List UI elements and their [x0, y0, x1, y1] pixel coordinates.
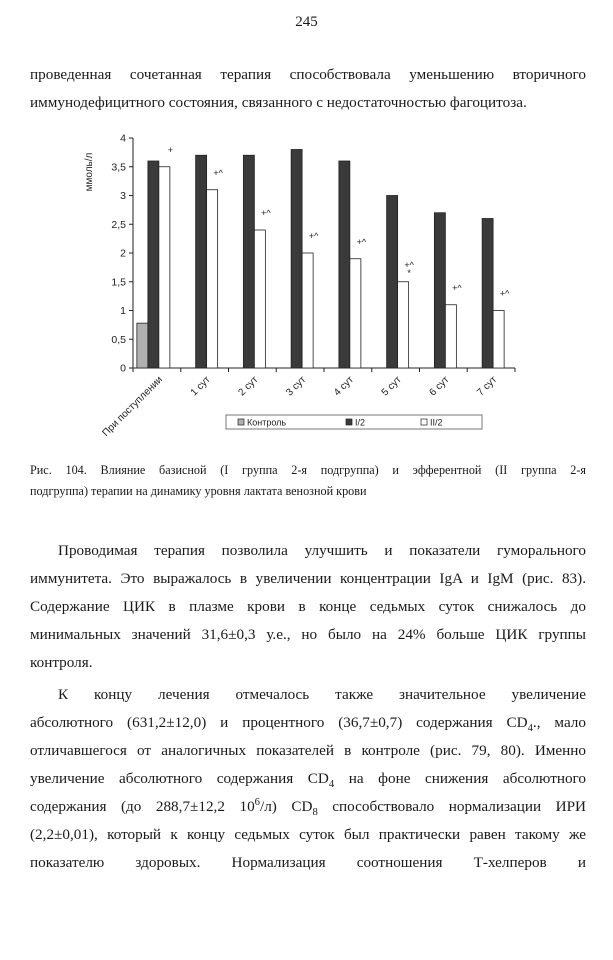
significance-annotation: + [167, 144, 174, 155]
humoral-line: минимальных значений 31,6±0,3 у.е., но было на 24% больше ЦИК группы [30, 626, 586, 643]
significance-annotation: +^ [356, 236, 367, 247]
cd4-line: показателю здоровых. Нормализация соотношения Т-хелперов и [30, 854, 586, 871]
y-tick-label: 1 [120, 305, 126, 317]
bar-II/2 [159, 167, 170, 368]
lactate-bar-chart [70, 126, 530, 436]
x-tick-label: 2 сут [236, 374, 261, 399]
significance-annotation: +^ [308, 231, 319, 241]
y-tick-label: 4 [120, 132, 126, 145]
cd4-line: К концу лечения отмечалось также значительное увеличение [58, 686, 586, 703]
y-tick-label: 2 [120, 247, 126, 260]
bar-II/2 [254, 230, 265, 368]
significance-annotation: +^ [261, 208, 271, 218]
y-tick-label: 1,5 [111, 276, 126, 289]
page-number: 245 [295, 14, 318, 30]
intro-paragraph [30, 61, 586, 117]
bar-I/2 [482, 219, 493, 369]
bar-II/2 [493, 311, 504, 369]
bar-II/2 [207, 190, 218, 368]
subscript: 4 [328, 779, 335, 791]
legend-swatch [346, 419, 352, 425]
figure-caption [30, 460, 586, 502]
cd4-paragraph [30, 681, 586, 877]
y-axis-label: ммоль/л [84, 152, 95, 192]
x-tick-label: 4 сут [332, 374, 356, 399]
x-tick-label: 5 сут [379, 374, 404, 399]
significance-annotation: +^ [213, 167, 223, 178]
text-run: на фоне снижения абсолютного [334, 770, 586, 787]
subscript: 8 [312, 807, 318, 819]
significance-annotation: +^ [499, 288, 510, 299]
bar-II/2 [445, 305, 456, 368]
text-run: /л) CD [259, 798, 313, 815]
y-tick-label: 2,5 [111, 218, 126, 231]
text-run: ., мало [532, 714, 586, 731]
humoral-paragraph [30, 537, 586, 677]
legend-label: Контроль [247, 417, 287, 428]
humoral-line: иммунитета. Это выражалось в увеличении концентрации IgA и IgM (рис. 83). [30, 570, 586, 587]
humoral-line: Проводимая терапия позволила улучшить и показатели гуморального [58, 542, 586, 559]
cd4-line [30, 793, 586, 821]
lactate-chart [70, 126, 530, 441]
bar-I/2 [148, 161, 159, 368]
y-tick-label: 0 [120, 362, 126, 375]
text-run: абсолютного (631,2±12,0) и процентного (36,7±0,7) содержания CD [30, 714, 528, 731]
legend-label: II/2 [430, 417, 443, 428]
bar-I/2 [434, 213, 445, 368]
bar-I/2 [339, 161, 350, 368]
legend-swatch [238, 419, 244, 425]
significance-annotation: +^ [452, 282, 462, 293]
y-tick-label: 0,5 [111, 333, 126, 346]
significance-annotation: +^ [404, 259, 414, 270]
y-tick-label: 3 [120, 190, 126, 202]
subscript: 4 [527, 723, 533, 735]
caption-line: Рис. 104. Влияние базисной (I группа 2-я подгруппа) и эфферентной (II группа 2-я [30, 463, 586, 477]
x-tick-label: 1 сут [188, 374, 213, 399]
bar-II/2 [398, 282, 409, 368]
bar-I/2 [291, 150, 302, 369]
legend-swatch [421, 419, 427, 425]
cd4-line [30, 709, 586, 737]
bar-Контроль [137, 323, 148, 368]
text-run: содержания (до 288,7±12,2 10 [30, 798, 255, 815]
legend-label: I/2 [355, 417, 366, 428]
x-tick-label: 7 сут [475, 374, 500, 399]
bar-I/2 [196, 155, 207, 368]
bar-II/2 [302, 253, 313, 368]
x-tick-label: 3 сут [284, 374, 309, 399]
bar-II/2 [350, 259, 361, 368]
cd4-line: отличавшегося от аналогичных показателей в контроле (рис. 79, 80). Именно [30, 742, 586, 759]
bar-I/2 [387, 196, 398, 369]
x-tick-label: При поступлении [100, 374, 165, 436]
intro-line: иммунодефицитного состояния, связанного с недостаточностью фагоцитоза. [30, 94, 527, 111]
x-tick-label: 6 сут [427, 374, 452, 399]
significance-annotation: * [407, 267, 411, 278]
humoral-line: контроля. [30, 654, 93, 671]
cd4-line: (2,2±0,01), который к концу седьмых суток был практически равен такому же [30, 826, 586, 843]
bar-I/2 [243, 155, 254, 368]
superscript: 6 [254, 796, 260, 808]
y-tick-label: 3,5 [111, 161, 126, 174]
humoral-line: Содержание ЦИК в плазме крови в конце седьмых суток снижалось до [30, 598, 586, 615]
text-run: способствовало нормализации ИРИ [317, 798, 586, 815]
caption-line: подгруппа) терапии на динамику уровня лактата венозной крови [30, 484, 367, 498]
intro-line: проведенная сочетанная терапия способствовала уменьшению вторичного [30, 66, 586, 83]
text-run: увеличение абсолютного содержания CD [30, 770, 329, 787]
cd4-line [30, 765, 586, 793]
